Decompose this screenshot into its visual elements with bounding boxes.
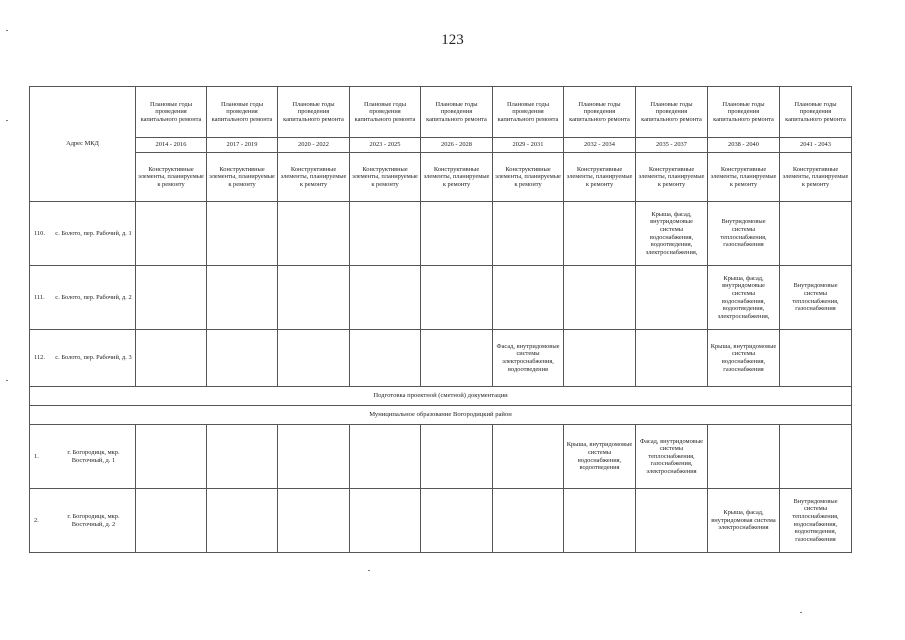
period-9: 2041 - 2043 [780,138,852,153]
repair-cell: Внутридомовые системы теплоснабжения, газоснабжения [780,266,852,330]
address-text: с. Болото, пер. Рабочий, д. 3 [55,354,132,362]
repair-cell [493,425,564,489]
planned-years-header: Плановые годы проведения капитального ремонта [350,87,421,138]
repair-cell [278,202,350,266]
period-4: 2026 - 2028 [421,138,493,153]
repair-cell [421,330,493,387]
repair-cell [350,202,421,266]
repair-cell: Фасад, внутридомовые системы теплоснабжения, газоснабжения, электроснабжения [636,425,708,489]
repair-cell [136,266,207,330]
elements-header: Конструктивные элементы, планируемые к ремонту [493,153,564,202]
repair-cell [564,202,636,266]
elements-header: Конструктивные элементы, планируемые к ремонту [708,153,780,202]
repair-cell: Крыша, внутридомовые системы водоснабжения, газоснабжения [708,330,780,387]
table-row [30,266,852,330]
repair-cell [780,425,852,489]
repair-cell: Крыша, фасад, внутридомовые системы водоснабжения, водоотведения, электроснабжения, [636,202,708,266]
repair-cell [421,425,493,489]
address-cell [30,330,136,387]
planned-years-header: Плановые годы проведения капитального ремонта [780,87,852,138]
repair-cell: Крыша, фасад, внутридомовые системы водоснабжения, водоотведения, электроснабжения, [708,266,780,330]
repair-cell [564,489,636,553]
repair-cell [493,489,564,553]
period-7: 2035 - 2037 [636,138,708,153]
repair-cell [350,330,421,387]
repair-cell [136,425,207,489]
repair-cell [636,330,708,387]
section-municipality-row [30,406,852,425]
row-number: 2. [34,516,39,524]
address-header: Адрес МКД [30,87,136,202]
elements-header: Конструктивные элементы, планируемые к ремонту [636,153,708,202]
repair-cell [780,202,852,266]
repair-cell [136,330,207,387]
repair-cell [278,425,350,489]
repair-cell [564,266,636,330]
table-row [30,489,852,553]
period-0: 2014 - 2016 [136,138,207,153]
repair-cell: Внутридомовые системы теплоснабжения, газоснабжения [708,202,780,266]
planned-years-header: Плановые годы проведения капитального ремонта [421,87,493,138]
repair-cell [708,425,780,489]
address-text: с. Болото, пер. Рабочий, д. 2 [55,293,132,301]
elements-header: Конструктивные элементы, планируемые к ремонту [780,153,852,202]
page-number: 123 [441,32,464,48]
repair-cell [493,202,564,266]
repair-cell [278,489,350,553]
planned-years-header: Плановые годы проведения капитального ремонта [708,87,780,138]
repair-cell: Крыша, фасад, внутридомовая система электроснабжения [708,489,780,553]
header-row-elements [30,153,852,202]
row-number: 110. [34,229,45,237]
repair-cell [350,489,421,553]
address-cell [30,266,136,330]
header-row-planned [30,87,852,138]
address-text: г. Богородицк, мкр. Восточный, д. 1 [67,448,120,464]
period-3: 2023 - 2025 [350,138,421,153]
elements-header: Конструктивные элементы, планируемые к ремонту [350,153,421,202]
address-cell [30,202,136,266]
period-6: 2032 - 2034 [564,138,636,153]
table-body [30,87,852,553]
repair-cell [207,266,278,330]
repair-cell [207,330,278,387]
repair-cell [564,330,636,387]
repair-cell [136,202,207,266]
table-row [30,425,852,489]
repair-cell [636,266,708,330]
repair-cell [136,489,207,553]
repair-cell [278,330,350,387]
address-cell [30,425,136,489]
planned-years-header: Плановые годы проведения капитального ремонта [136,87,207,138]
period-1: 2017 - 2019 [207,138,278,153]
row-number: 111. [34,293,45,301]
section-design-row [30,387,852,406]
section-municipality: Муниципальное образование Вогородицкий район [30,406,852,425]
planned-years-header: Плановые годы проведения капитального ремонта [636,87,708,138]
repair-cell [207,202,278,266]
period-8: 2038 - 2040 [708,138,780,153]
repair-cell [207,489,278,553]
repair-cell [493,266,564,330]
repair-cell: Крыша, внутридомовые системы водоснабжения, водоотведения [564,425,636,489]
row-number: 112. [34,354,45,362]
repair-cell [421,202,493,266]
repair-cell [207,425,278,489]
table-row [30,330,852,387]
period-2: 2020 - 2022 [278,138,350,153]
elements-header: Конструктивные элементы, планируемые к ремонту [136,153,207,202]
elements-header: Конструктивные элементы, планируемые к ремонту [421,153,493,202]
elements-header: Конструктивные элементы, планируемые к ремонту [564,153,636,202]
repair-cell [636,489,708,553]
planned-years-header: Плановые годы проведения капитального ремонта [278,87,350,138]
table-row [30,202,852,266]
header-row-periods [30,138,852,153]
repair-cell [421,489,493,553]
repair-cell [350,425,421,489]
repair-cell: Внутридомовые системы теплоснабжения, водоснабжения, водоотведения, газоснабжения [780,489,852,553]
repair-cell [350,266,421,330]
repair-cell [780,330,852,387]
planned-years-header: Плановые годы проведения капитального ремонта [207,87,278,138]
planned-years-header: Плановые годы проведения капитального ремонта [493,87,564,138]
period-5: 2029 - 2031 [493,138,564,153]
planned-years-header: Плановые годы проведения капитального ремонта [564,87,636,138]
row-number: 1. [34,452,39,460]
address-cell [30,489,136,553]
address-text: г. Богородицк, мкр. Восточный, д. 2 [67,512,120,528]
repair-cell: Фасад, внутридомовые системы электроснабжения, водоотведения [493,330,564,387]
repair-cell [421,266,493,330]
section-design: Подготовка проектной (сметной) документации [30,387,852,406]
elements-header: Конструктивные элементы, планируемые к ремонту [207,153,278,202]
repair-cell [278,266,350,330]
capital-repair-schedule-table [29,86,852,553]
elements-header: Конструктивные элементы, планируемые к ремонту [278,153,350,202]
address-text: с. Болото, пер. Рабочий, д. 1 [55,229,132,237]
